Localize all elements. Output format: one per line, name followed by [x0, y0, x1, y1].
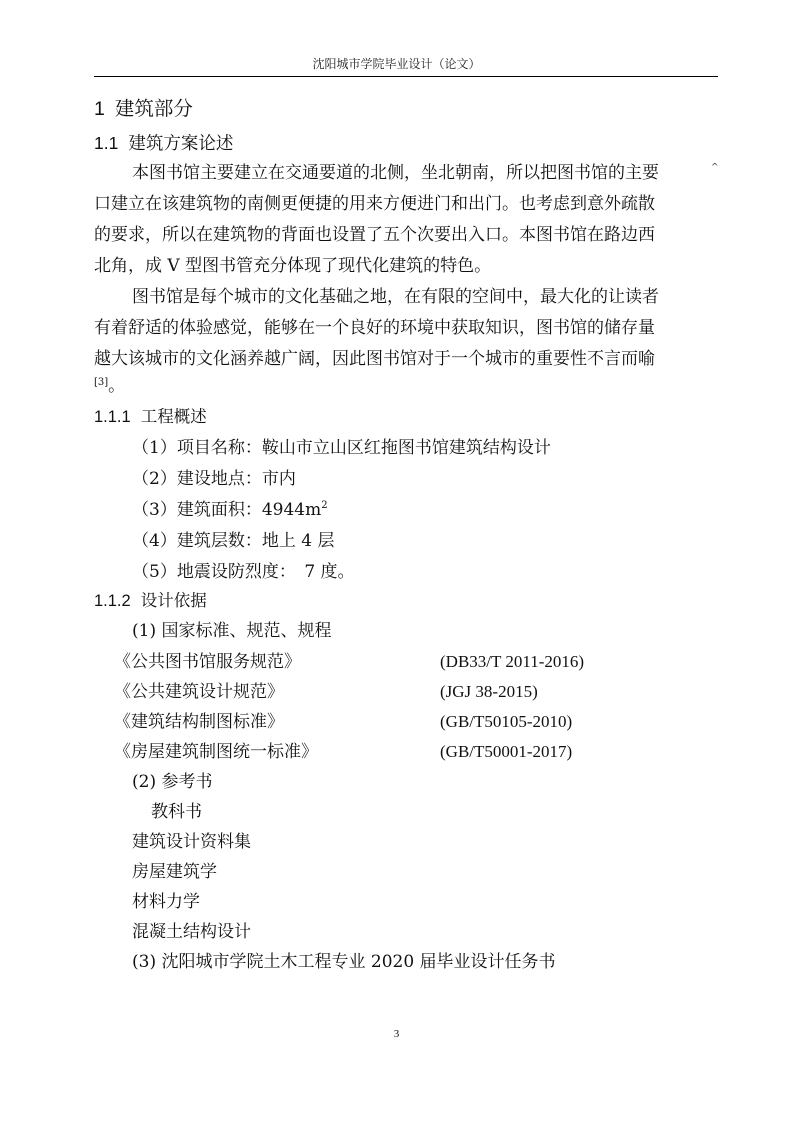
standard-title: 《公共建筑设计规范》: [114, 682, 284, 702]
standard-code: (DB33/T 2011-2016): [440, 652, 585, 671]
section-title: 建筑部分: [114, 97, 193, 120]
citation-ref: [3]: [94, 377, 109, 388]
standard-code: (GB/T50001-2017): [440, 742, 573, 761]
overview-item: （4）建筑层数：地上 4 层: [132, 531, 335, 551]
standard-title: 《公共图书馆服务规范》: [114, 652, 301, 672]
basis-item: (2) 参考书: [132, 772, 213, 792]
standard-title: 《房屋建筑制图统一标准》: [114, 742, 318, 762]
overview-item: [132, 499, 328, 521]
overview-item: （5）地震设防烈度： 7 度。: [132, 562, 355, 582]
paragraph-line: 有着舒适的体验感觉，能够在一个良好的环境中获取知识，图书馆的储存量: [94, 318, 655, 338]
reference-book: 建筑设计资料集: [132, 832, 251, 852]
standard-code: (JGJ 38-2015): [440, 682, 538, 701]
paragraph-line: 越大该城市的文化涵养越广阔，因此图书馆对于一个城市的重要性不言而喻: [94, 349, 655, 369]
section-1-1-heading: [94, 131, 233, 156]
section-title: 设计依据: [140, 591, 207, 610]
standard-code: (GB/T50105-2010): [440, 712, 573, 731]
section-title: 建筑方案论述: [128, 134, 234, 154]
section-number: 1.1.2: [94, 592, 131, 610]
reference-book: 教科书: [151, 802, 202, 822]
paragraph-line: 图书馆是每个城市的文化基础之地，在有限的空间中，最大化的让读者: [132, 287, 659, 307]
section-1-heading: [94, 96, 193, 122]
page-number: 3: [393, 1028, 400, 1040]
citation-line: [94, 375, 125, 397]
section-1-1-1-heading: [94, 406, 207, 428]
paragraph-line: 的要求，所以在建筑物的背面也设置了五个次要出入口。本图书馆在路边西: [94, 225, 655, 245]
unit-superscript: 2: [321, 500, 328, 511]
header-rule: [94, 76, 718, 77]
section-title: 工程概述: [140, 407, 207, 426]
standard-title: 《建筑结构制图标准》: [114, 712, 284, 732]
reference-book: 混凝土结构设计: [132, 922, 251, 942]
overview-item: （2）建设地点：市内: [132, 469, 296, 489]
basis-item: (1) 国家标准、规范、规程: [132, 621, 332, 641]
reference-book: 房屋建筑学: [132, 862, 217, 882]
basis-item: (3) 沈阳城市学院土木工程专业 2020 届毕业设计任务书: [132, 952, 556, 972]
section-number: 1: [94, 98, 105, 120]
paragraph-line: 北角，成 V 型图书管充分体现了现代化建筑的特色。: [94, 256, 492, 276]
section-1-1-2-heading: [94, 590, 207, 612]
paragraph-line: 口建立在该建筑物的南侧更便捷的用来方便进门和出门。也考虑到意外疏散: [94, 194, 655, 214]
margin-mark: ^: [711, 163, 719, 173]
reference-book: 材料力学: [132, 892, 200, 912]
section-number: 1.1.1: [94, 408, 131, 426]
section-number: 1.1: [94, 133, 119, 153]
sentence-end: 。: [108, 376, 126, 396]
running-header: 沈阳城市学院毕业设计（论文）: [312, 57, 481, 71]
paragraph-line: 本图书馆主要建立在交通要道的北侧，坐北朝南，所以把图书馆的主要: [132, 163, 659, 183]
overview-item: （1）项目名称：鞍山市立山区红拖图书馆建筑结构设计: [132, 438, 551, 458]
overview-item-text: （3）建筑面积：4944m: [132, 500, 322, 520]
